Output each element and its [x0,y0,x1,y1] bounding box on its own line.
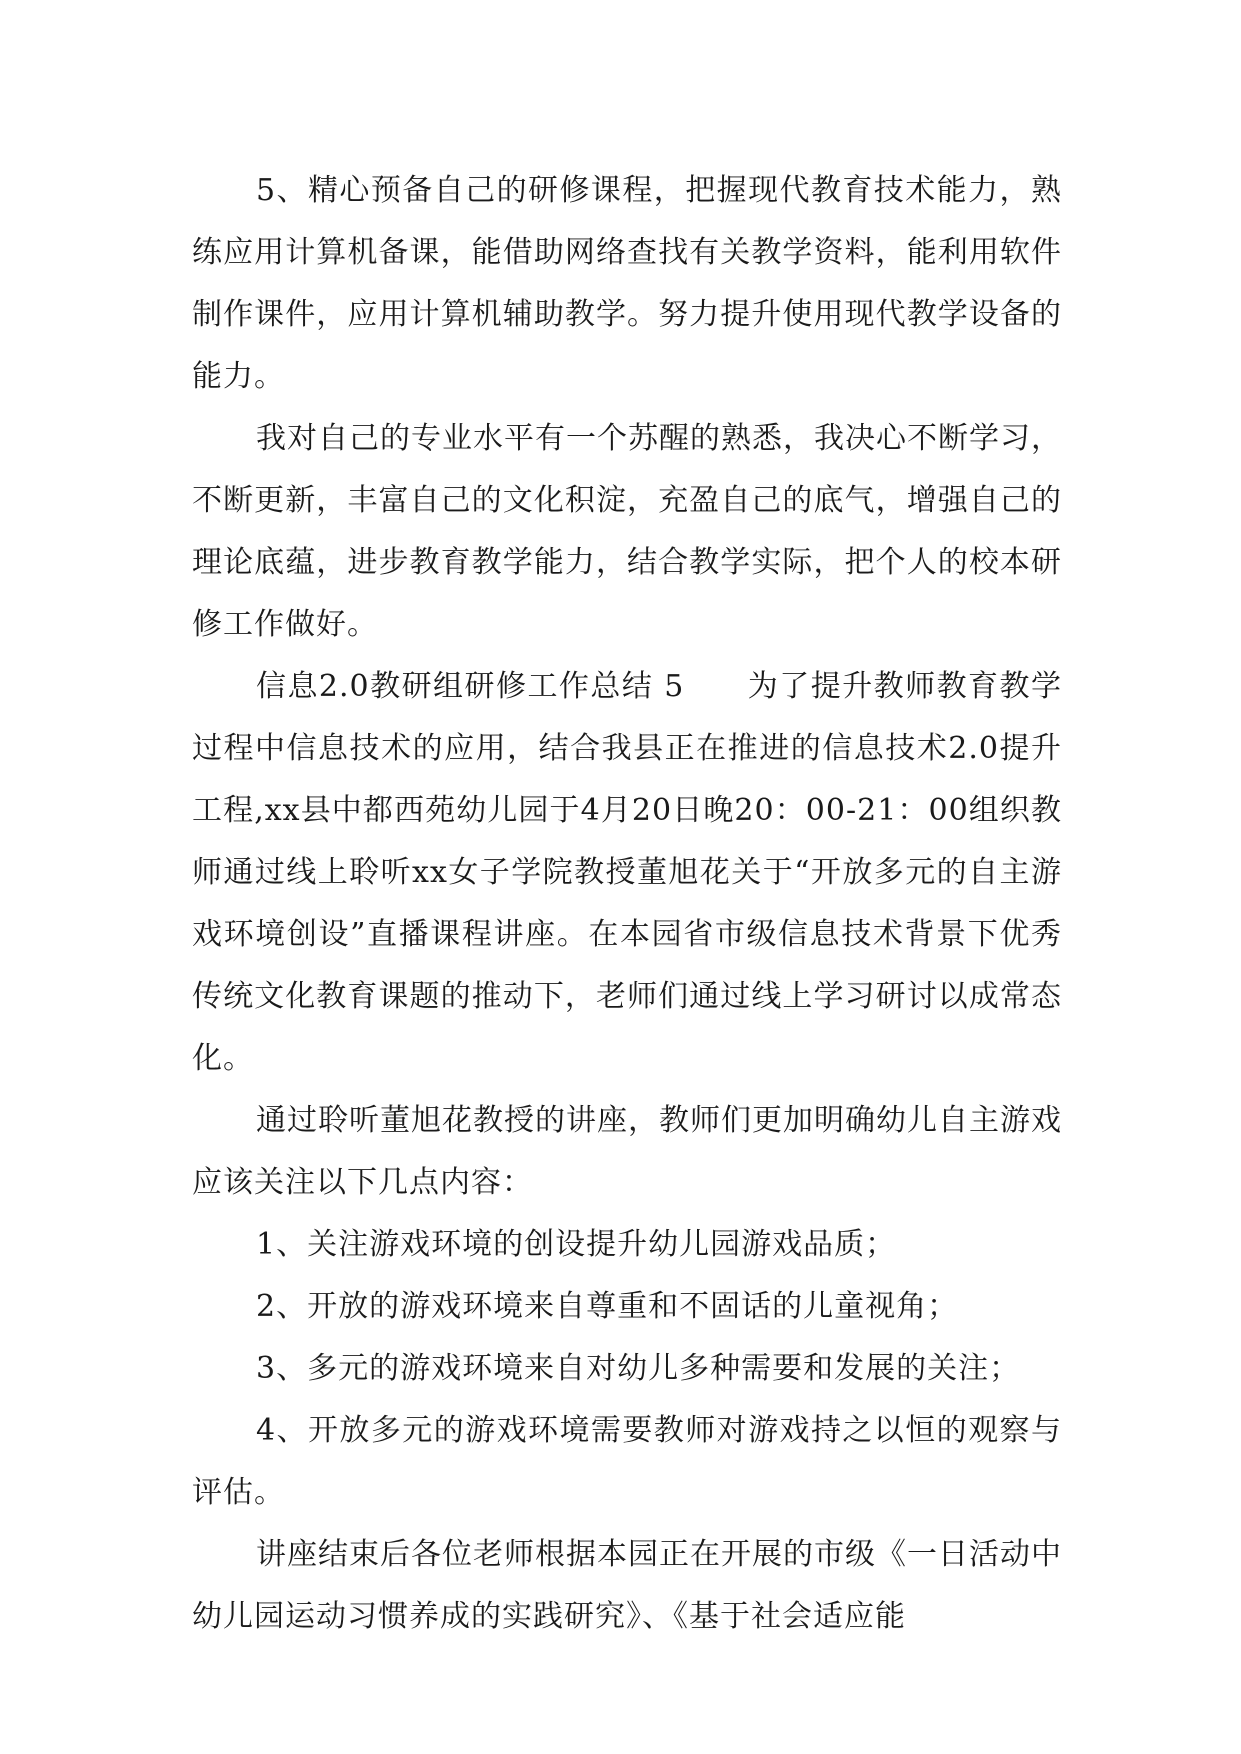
paragraph-4: 通过聆听董旭花教授的讲座，教师们更加明确幼儿自主游戏应该关注以下几点内容： [192,1103,1062,1200]
paragraph-3: 信息2.0教研组研修工作总结 5 为了提升教师教育教学过程中信息技术的应用，结合我县正在推进的信息技术2.0提升工程,xx县中都西苑幼儿园于4月20日晚20：00-21：00组织教师通过线上聆听xx女子学院教授董旭花关于“开放多元的自主游戏环境创设”直播课程讲座。在本园省市级信息技术背景下优秀传统文化教育课题的推动下，老师们通过线上学习研讨以成常态化。 [192,669,1062,1076]
paragraph-1: 5、精心预备自己的研修课程，把握现代教育技术能力，熟练应用计算机备课，能借助网络查找有关教学资料，能利用软件制作课件，应用计算机辅助教学。努力提升使用现代教学设备的能力。 [192,173,1062,394]
list-item-1: 1、关注游戏环境的创设提升幼儿园游戏品质； [256,1227,897,1262]
list-item-4: 4、开放多元的游戏环境需要教师对游戏持之以恒的观察与评估。 [192,1413,1062,1510]
paragraph-2: 我对自己的专业水平有一个苏醒的熟悉，我决心不断学习，不断更新，丰富自己的文化积淀，充盈自己的底气，增强自己的理论底蕴，进步教育教学能力，结合教学实际，把个人的校本研修工作做好。 [192,421,1062,642]
list-item-2: 2、开放的游戏环境来自尊重和不固话的儿童视角； [256,1289,959,1324]
list-item-3: 3、多元的游戏环境来自对幼儿多种需要和发展的关注； [256,1351,1021,1386]
document-body [192,160,1062,1648]
paragraph-5: 讲座结束后各位老师根据本园正在开展的市级《一日活动中幼儿园运动习惯养成的实践研究》、《基于社会适应能 [192,1537,1062,1634]
